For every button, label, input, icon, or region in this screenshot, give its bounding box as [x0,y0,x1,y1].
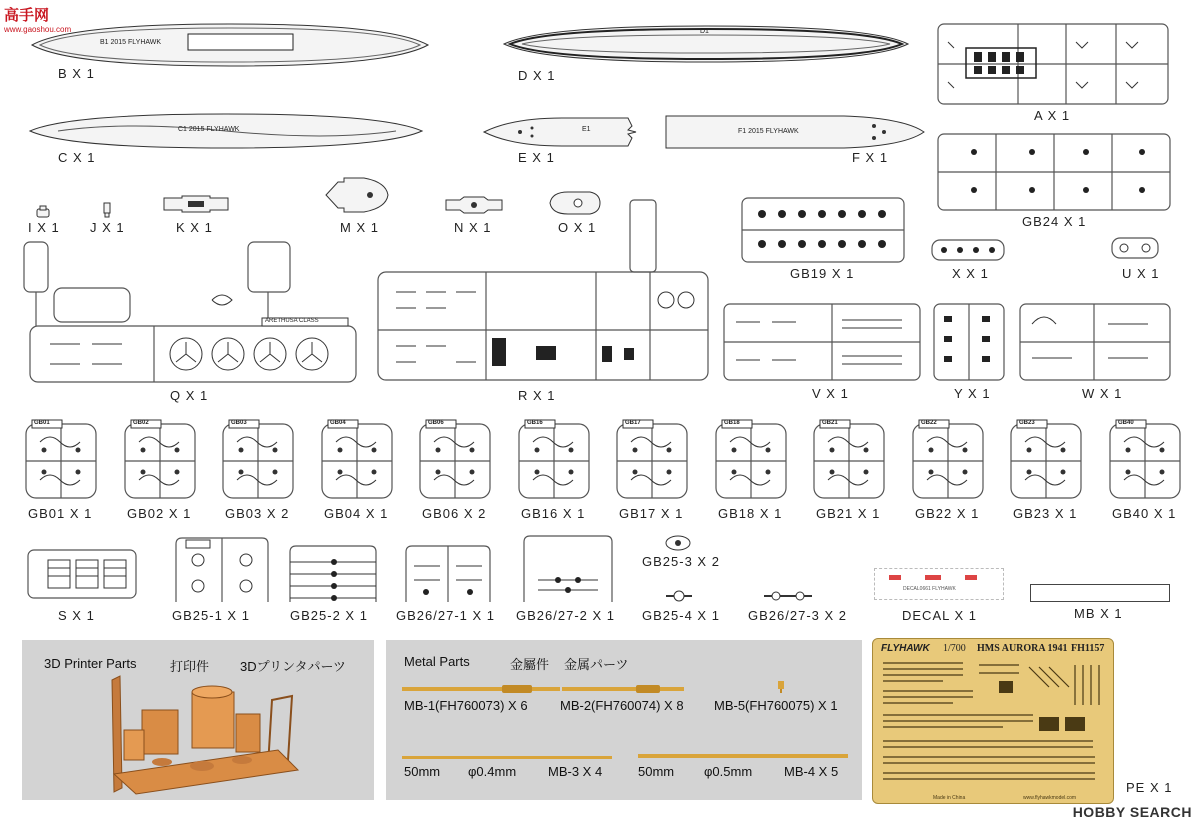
part-gb26-27-3 [762,588,814,604]
sprue-gb19 [740,196,906,264]
sprue-gb24 [936,132,1172,212]
part-k-label: K X 1 [176,220,213,235]
gb-frame-tag: GB22 [921,420,937,426]
gb-frame-label: GB17 X 1 [619,506,684,521]
mb5-label: MB-5(FH760075) X 1 [714,698,838,713]
watermark: HOBBY SEARCH [1072,804,1192,820]
sprue-gb26-27-1 [400,544,496,604]
mb3-rod [402,756,612,759]
sprue-x-label: X X 1 [952,266,989,281]
mb1-label: MB-1(FH760073) X 6 [404,698,528,713]
gb-frame-tag: GB16 [527,420,543,426]
pe-footer: Made in China [933,795,966,801]
sprue-x [930,238,1006,262]
sprue-gb25-1 [166,536,272,604]
mb4-label: MB-4 X 5 [784,764,839,779]
hull-b-label: B X 1 [58,66,95,81]
hull-b-mark: B1 2015 FLYHAWK [100,39,162,46]
sprue-w-label: W X 1 [1082,386,1123,401]
part-m-label: M X 1 [340,220,379,235]
sprue-q-label: Q X 1 [170,388,209,403]
hull-d-label: D X 1 [518,68,556,83]
decal-code: DECAL0661 FLYHAWK [903,586,956,592]
sprue-u [1110,236,1160,260]
mb2-barrel [562,684,686,694]
sprue-gb26-27-2-label: GB26/27-2 X 1 [516,608,615,623]
printed-part-image [92,670,304,796]
gb-frame-label: GB40 X 1 [1112,506,1177,521]
gb-frame-label: GB02 X 1 [127,506,192,521]
sprue-gb26-27-1-label: GB26/27-1 X 1 [396,608,495,623]
mb2-label: MB-2(FH760074) X 8 [560,698,684,713]
pe-brand: FLYHAWK [881,643,930,654]
mb4-rod [638,754,848,758]
gb-frame-label: GB16 X 1 [521,506,586,521]
sprue-r-label: R X 1 [518,388,556,403]
gb-frame-label: GB21 X 1 [816,506,881,521]
printer-title: 3D Printer Parts [44,656,137,671]
decal-sheet [874,568,1004,600]
gb-frame-drawing [1108,420,1182,500]
gb-frame-tag: GB23 [1019,420,1035,426]
sprue-s-label: S X 1 [58,608,95,623]
pe-scale: 1/700 [943,643,966,654]
sprue-gb24-label: GB24 X 1 [1022,214,1087,229]
gb-frame-drawing [24,420,98,500]
printer-title-cn: 打印件 [170,659,210,674]
logo-text: 高手网 [4,6,50,24]
part-gb26-27-3-label: GB26/27-3 X 2 [748,608,847,623]
part-n-label: N X 1 [454,220,492,235]
mb3-length: 50mm [404,764,441,779]
hull-c-mark: C1 2015 FLYHAWK [178,126,240,133]
gb-frame-label: GB23 X 1 [1013,506,1078,521]
hull-f-mark: F1 2015 FLYHAWK [738,128,799,135]
sprue-y-label: Y X 1 [954,386,991,401]
mb-label: MB X 1 [1074,606,1123,621]
hull-e-label: E X 1 [518,150,555,165]
part-gb25-4 [664,588,694,604]
mb4-diameter: φ0.5mm [704,764,753,779]
decal-label: DECAL X 1 [902,608,977,623]
gb-frame-tag: GB06 [428,420,444,426]
gb-frame-label: GB03 X 2 [225,506,290,521]
logo-url: www.gaoshou.com [4,25,72,34]
sprue-r [376,196,710,384]
hull-d-mark: D1 [700,28,709,35]
part-i [36,206,50,218]
mb1-barrel [402,684,562,694]
sprue-s [26,548,138,600]
gb-frame-tag: GB18 [724,420,740,426]
printer-panel [22,640,374,800]
pe-name: HMS AURORA 1941 [977,643,1068,654]
gb-frame-tag: GB17 [625,420,641,426]
sprue-u-label: U X 1 [1122,266,1160,281]
gb-frame-label: GB06 X 2 [422,506,487,521]
pe-url: www.flyhawkmodel.com [1023,795,1077,801]
part-gb25-4-label: GB25-4 X 1 [642,608,720,623]
sprue-v-label: V X 1 [812,386,849,401]
sprue-q-text: ARETHUSA CLASS [265,318,319,324]
sprue-w [1018,296,1172,382]
sprue-y [932,296,1006,382]
gb-frame-drawing [812,420,886,500]
metal-title-jp: 金属パーツ [564,657,629,672]
gb-frame-tag: GB40 [1118,420,1134,426]
gb-frame-tag: GB03 [231,420,247,426]
gb-frame-label: GB22 X 1 [915,506,980,521]
sprue-gb25-1-label: GB25-1 X 1 [172,608,250,623]
mb3-label: MB-3 X 4 [548,764,603,779]
gb-frame-tag: GB02 [133,420,149,426]
gb-frame-drawing [320,420,394,500]
gb-frame-drawing [517,420,591,500]
gb-frame-tag: GB04 [330,420,346,426]
part-j-label: J X 1 [90,220,125,235]
gb-frame-tag: GB21 [822,420,838,426]
pe-fret [879,657,1107,793]
sprue-a [936,22,1170,106]
part-j [102,202,112,218]
gb-frame-label: GB18 X 1 [718,506,783,521]
printer-title-jp: 3Dプリンタパーツ [240,659,346,674]
sprue-gb26-27-2 [518,534,618,604]
part-o-label: O X 1 [558,220,597,235]
sprue-gb19-label: GB19 X 1 [790,266,855,281]
part-gb25-3-label: GB25-3 X 2 [642,554,720,569]
mb-bar [1030,584,1170,602]
hull-e-mark: E1 [582,126,591,133]
mb5-part [776,680,786,694]
hull-e [482,116,638,148]
gb-frame-label: GB01 X 1 [28,506,93,521]
gb-frame-tag: GB01 [34,420,50,426]
metal-panel [386,640,862,800]
hull-c-label: C X 1 [58,150,96,165]
gb-frame-drawing [911,420,985,500]
gb-frame-drawing [1009,420,1083,500]
pe-code: FH1157 [1071,643,1105,654]
metal-title: Metal Parts [404,654,470,669]
gb-frame-drawing [221,420,295,500]
mb3-diameter: φ0.4mm [468,764,517,779]
sprue-a-label: A X 1 [1034,108,1071,123]
gb-frame-drawing [123,420,197,500]
metal-title-cn: 金屬件 [510,657,550,672]
sprue-gb25-2 [284,544,382,604]
gb-frame-drawing [418,420,492,500]
gb-frame-label: GB04 X 1 [324,506,389,521]
gb-frame-drawing [714,420,788,500]
hull-b [30,22,430,68]
gb-frame-drawing [615,420,689,500]
hull-f-label: F X 1 [852,150,889,165]
pe-sheet [872,638,1114,804]
mb4-length: 50mm [638,764,675,779]
sprue-v [722,296,922,382]
pe-label: PE X 1 [1126,780,1173,795]
part-gb25-3 [664,534,692,552]
part-k [162,194,230,214]
part-i-label: I X 1 [28,220,60,235]
sprue-gb25-2-label: GB25-2 X 1 [290,608,368,623]
sprue-q [22,240,362,386]
